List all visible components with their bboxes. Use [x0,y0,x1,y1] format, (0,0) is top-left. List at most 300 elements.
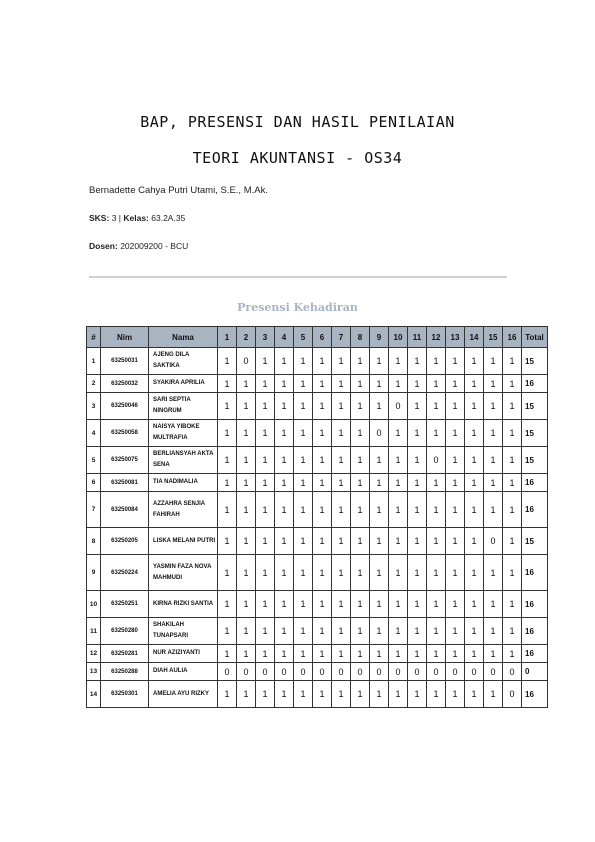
attendance-total: 16 [522,555,548,591]
attendance-mark: 1 [351,420,370,447]
attendance-mark: 1 [332,591,351,618]
attendance-mark: 1 [408,375,427,393]
attendance-mark: 1 [370,528,389,555]
attendance-mark: 1 [313,420,332,447]
attendance-mark: 1 [465,348,484,375]
column-header: Nama [149,327,218,348]
row-number: 4 [87,420,101,447]
attendance-mark: 1 [370,681,389,708]
attendance-mark: 1 [332,474,351,492]
row-number: 9 [87,555,101,591]
column-header: 14 [465,327,484,348]
attendance-mark: 1 [256,618,275,645]
attendance-mark: 1 [237,645,256,663]
row-number: 13 [87,663,101,681]
attendance-mark: 1 [218,618,237,645]
attendance-mark: 1 [370,348,389,375]
attendance-mark: 1 [427,420,446,447]
attendance-mark: 1 [275,447,294,474]
attendance-mark: 1 [256,348,275,375]
attendance-mark: 1 [503,474,522,492]
attendance-mark: 1 [275,645,294,663]
attendance-mark: 1 [294,420,313,447]
attendance-mark: 0 [503,681,522,708]
attendance-mark: 1 [256,393,275,420]
attendance-mark: 1 [446,681,465,708]
attendance-mark: 1 [218,645,237,663]
student-nim: 63250288 [101,663,149,681]
column-header: 5 [294,327,313,348]
attendance-mark: 1 [446,591,465,618]
attendance-mark: 1 [408,591,427,618]
attendance-mark: 1 [484,555,503,591]
attendance-mark: 0 [237,663,256,681]
attendance-total: 15 [522,348,548,375]
attendance-mark: 1 [218,474,237,492]
column-header: 3 [256,327,275,348]
attendance-mark: 1 [256,375,275,393]
student-nim: 63250058 [101,420,149,447]
attendance-total: 16 [522,474,548,492]
attendance-mark: 1 [389,618,408,645]
student-name: AZZAHRA SENJIA FAHIRAH [149,492,218,528]
attendance-mark: 1 [332,681,351,708]
student-nim: 63250081 [101,474,149,492]
attendance-mark: 1 [370,591,389,618]
row-number: 1 [87,348,101,375]
attendance-mark: 0 [503,663,522,681]
attendance-mark: 1 [237,375,256,393]
attendance-mark: 1 [370,375,389,393]
column-header: 9 [370,327,389,348]
column-header: Nim [101,327,149,348]
student-nim: 63250281 [101,645,149,663]
dosen-label: Dosen: [89,241,118,251]
attendance-mark: 1 [503,555,522,591]
attendance-mark: 1 [427,474,446,492]
document-title-line-2: TEORI AKUNTANSI - OS34 [192,149,403,167]
attendance-mark: 1 [256,420,275,447]
column-header: 16 [503,327,522,348]
attendance-mark: 1 [427,555,446,591]
attendance-mark: 1 [484,447,503,474]
attendance-mark: 1 [427,375,446,393]
attendance-mark: 1 [332,528,351,555]
attendance-mark: 1 [370,474,389,492]
attendance-mark: 1 [351,474,370,492]
attendance-mark: 1 [332,645,351,663]
table-row [87,663,548,681]
table-row [87,591,548,618]
attendance-mark: 1 [484,474,503,492]
attendance-mark: 1 [389,492,408,528]
attendance-mark: 1 [275,591,294,618]
attendance-mark: 1 [332,492,351,528]
attendance-mark: 1 [446,528,465,555]
attendance-mark: 1 [218,492,237,528]
attendance-mark: 1 [275,348,294,375]
student-name: SHAKILAH TUNAPSARI [149,618,218,645]
table-header-row [87,327,548,348]
attendance-mark: 1 [465,393,484,420]
attendance-mark: 1 [294,474,313,492]
attendance-mark: 1 [351,645,370,663]
attendance-mark: 1 [237,681,256,708]
attendance-mark: 1 [313,555,332,591]
attendance-total: 15 [522,447,548,474]
column-header: # [87,327,101,348]
row-number: 7 [87,492,101,528]
attendance-mark: 0 [484,663,503,681]
attendance-mark: 1 [408,528,427,555]
column-header: 6 [313,327,332,348]
attendance-mark: 0 [351,663,370,681]
attendance-mark: 1 [313,447,332,474]
attendance-mark: 1 [427,528,446,555]
attendance-total: 16 [522,375,548,393]
attendance-mark: 1 [408,681,427,708]
attendance-mark: 1 [484,618,503,645]
column-header: 4 [275,327,294,348]
table-row [87,348,548,375]
attendance-mark: 1 [484,492,503,528]
attendance-mark: 1 [427,591,446,618]
row-number: 8 [87,528,101,555]
student-nim: 63250046 [101,393,149,420]
column-header: 15 [484,327,503,348]
attendance-mark: 1 [275,474,294,492]
attendance-mark: 1 [237,447,256,474]
student-name: YASMIN FAZA NOVA MAHMUDI [149,555,218,591]
attendance-mark: 0 [389,393,408,420]
attendance-mark: 1 [503,420,522,447]
table-row [87,375,548,393]
attendance-mark: 1 [294,393,313,420]
attendance-mark: 1 [446,393,465,420]
attendance-mark: 1 [237,393,256,420]
attendance-mark: 0 [408,663,427,681]
table-row [87,681,548,708]
attendance-mark: 1 [218,447,237,474]
attendance-mark: 1 [370,645,389,663]
attendance-mark: 1 [351,492,370,528]
attendance-mark: 0 [313,663,332,681]
attendance-mark: 0 [389,663,408,681]
student-nim: 63250301 [101,681,149,708]
attendance-mark: 1 [389,591,408,618]
row-number: 6 [87,474,101,492]
attendance-mark: 1 [370,555,389,591]
attendance-mark: 1 [427,492,446,528]
attendance-mark: 1 [503,492,522,528]
attendance-mark: 1 [389,420,408,447]
attendance-mark: 1 [332,420,351,447]
row-number: 14 [87,681,101,708]
attendance-mark: 1 [484,645,503,663]
column-header: 11 [408,327,427,348]
attendance-mark: 1 [503,375,522,393]
attendance-total: 16 [522,645,548,663]
attendance-mark: 1 [484,348,503,375]
dosen-value: 202009200 - BCU [120,241,189,251]
attendance-mark: 1 [218,681,237,708]
attendance-mark: 1 [465,618,484,645]
student-nim: 63250075 [101,447,149,474]
attendance-mark: 1 [218,591,237,618]
student-name: AJENG DILA SAKTIKA [149,348,218,375]
attendance-total: 16 [522,492,548,528]
attendance-mark: 1 [275,528,294,555]
attendance-mark: 1 [389,528,408,555]
table-row [87,618,548,645]
attendance-mark: 1 [294,528,313,555]
lecturer-name: Bernadette Cahya Putri Utami, S.E., M.Ak. [89,185,268,196]
attendance-mark: 1 [275,492,294,528]
attendance-mark: 0 [370,420,389,447]
student-name: NUR AZIZIYANTI [149,645,218,663]
attendance-mark: 1 [351,591,370,618]
attendance-mark: 1 [446,492,465,528]
column-header: 1 [218,327,237,348]
table-row [87,393,548,420]
attendance-mark: 1 [503,447,522,474]
attendance-mark: 1 [427,618,446,645]
attendance-mark: 1 [408,348,427,375]
attendance-mark: 0 [294,663,313,681]
attendance-mark: 0 [332,663,351,681]
attendance-mark: 1 [332,555,351,591]
course-info [89,213,185,223]
attendance-mark: 1 [370,618,389,645]
attendance-mark: 1 [408,447,427,474]
attendance-table [86,326,548,708]
column-header: 8 [351,327,370,348]
attendance-mark: 1 [465,681,484,708]
attendance-mark: 1 [294,618,313,645]
attendance-total: 0 [522,663,548,681]
attendance-mark: 1 [427,393,446,420]
attendance-mark: 1 [218,375,237,393]
table-row [87,474,548,492]
column-header: 2 [237,327,256,348]
attendance-mark: 1 [351,555,370,591]
sks-value: 3 | [111,213,121,223]
row-number: 12 [87,645,101,663]
attendance-mark: 1 [389,681,408,708]
student-name: KIRNA RIZKI SANTIA [149,591,218,618]
attendance-mark: 0 [218,663,237,681]
attendance-mark: 1 [446,474,465,492]
attendance-mark: 1 [294,492,313,528]
attendance-mark: 1 [275,618,294,645]
student-name: SYAKIRA APRILIA [149,375,218,393]
attendance-mark: 0 [427,663,446,681]
attendance-mark: 1 [446,645,465,663]
student-nim: 63250224 [101,555,149,591]
attendance-mark: 1 [256,555,275,591]
student-name: LISKA MELANI PUTRI [149,528,218,555]
attendance-mark: 1 [408,474,427,492]
column-header: Total [522,327,548,348]
attendance-mark: 1 [389,375,408,393]
attendance-mark: 1 [313,492,332,528]
table-row [87,492,548,528]
attendance-mark: 1 [408,555,427,591]
attendance-mark: 1 [408,420,427,447]
attendance-mark: 1 [484,375,503,393]
attendance-total: 16 [522,618,548,645]
attendance-mark: 1 [256,474,275,492]
attendance-mark: 0 [427,447,446,474]
attendance-mark: 1 [408,618,427,645]
attendance-mark: 1 [275,420,294,447]
attendance-mark: 1 [313,474,332,492]
attendance-mark: 1 [218,528,237,555]
attendance-mark: 1 [256,591,275,618]
attendance-mark: 1 [503,645,522,663]
student-name: NAISYA YIBOKE MULTRAFIA [149,420,218,447]
attendance-mark: 1 [313,393,332,420]
attendance-mark: 1 [427,645,446,663]
attendance-mark: 1 [446,447,465,474]
dosen-info [89,241,188,251]
attendance-mark: 1 [313,528,332,555]
student-name: SARI SEPTIA NINGRUM [149,393,218,420]
row-number: 3 [87,393,101,420]
attendance-mark: 1 [351,447,370,474]
attendance-mark: 1 [465,447,484,474]
column-header: 10 [389,327,408,348]
student-nim: 63250280 [101,618,149,645]
table-row [87,528,548,555]
table-row [87,420,548,447]
attendance-mark: 1 [351,348,370,375]
attendance-mark: 1 [294,447,313,474]
attendance-mark: 1 [484,681,503,708]
attendance-mark: 1 [313,618,332,645]
column-header: 7 [332,327,351,348]
attendance-mark: 1 [294,591,313,618]
attendance-mark: 1 [294,375,313,393]
student-name: TIA NADIMALIA [149,474,218,492]
attendance-mark: 1 [484,420,503,447]
attendance-mark: 1 [503,591,522,618]
attendance-mark: 1 [484,591,503,618]
attendance-mark: 1 [465,528,484,555]
student-name: AMELIA AYU RIZKY [149,681,218,708]
attendance-mark: 1 [465,492,484,528]
attendance-mark: 1 [484,393,503,420]
row-number: 2 [87,375,101,393]
row-number: 11 [87,618,101,645]
attendance-mark: 1 [256,447,275,474]
attendance-mark: 1 [446,348,465,375]
attendance-mark: 1 [294,681,313,708]
attendance-total: 16 [522,681,548,708]
table-body [87,348,548,708]
attendance-mark: 1 [351,618,370,645]
attendance-mark: 0 [275,663,294,681]
attendance-mark: 1 [351,375,370,393]
column-header: 12 [427,327,446,348]
attendance-mark: 1 [427,348,446,375]
attendance-mark: 1 [370,492,389,528]
kelas-value: 63.2A.35 [151,213,186,223]
attendance-mark: 1 [351,393,370,420]
attendance-mark: 1 [351,528,370,555]
attendance-total: 15 [522,528,548,555]
attendance-mark: 1 [218,555,237,591]
attendance-mark: 1 [370,393,389,420]
attendance-mark: 1 [389,348,408,375]
attendance-mark: 1 [294,645,313,663]
attendance-mark: 1 [256,492,275,528]
attendance-mark: 1 [332,375,351,393]
attendance-mark: 1 [503,393,522,420]
student-nim: 63250251 [101,591,149,618]
attendance-mark: 0 [256,663,275,681]
attendance-mark: 1 [465,474,484,492]
attendance-mark: 1 [313,681,332,708]
attendance-mark: 1 [370,447,389,474]
divider [89,276,507,278]
attendance-mark: 1 [446,618,465,645]
attendance-mark: 1 [446,420,465,447]
attendance-mark: 0 [465,663,484,681]
attendance-mark: 1 [408,492,427,528]
section-title: Presensi Kehadiran [237,301,358,314]
attendance-mark: 1 [275,393,294,420]
attendance-mark: 1 [313,645,332,663]
attendance-mark: 1 [465,375,484,393]
student-nim: 63250084 [101,492,149,528]
table-row [87,645,548,663]
table-row [87,555,548,591]
attendance-mark: 1 [275,555,294,591]
attendance-mark: 1 [237,420,256,447]
column-header: 13 [446,327,465,348]
attendance-mark: 1 [446,375,465,393]
attendance-total: 15 [522,393,548,420]
attendance-mark: 1 [389,555,408,591]
attendance-mark: 0 [370,663,389,681]
attendance-mark: 1 [218,393,237,420]
attendance-mark: 1 [237,528,256,555]
attendance-mark: 1 [313,591,332,618]
attendance-mark: 1 [294,555,313,591]
attendance-mark: 1 [427,681,446,708]
attendance-mark: 1 [408,393,427,420]
attendance-total: 16 [522,591,548,618]
attendance-mark: 1 [503,348,522,375]
attendance-mark: 1 [465,420,484,447]
student-nim: 63250205 [101,528,149,555]
attendance-mark: 1 [237,618,256,645]
kelas-label: Kelas: [123,213,149,223]
attendance-mark: 0 [237,348,256,375]
attendance-mark: 0 [484,528,503,555]
attendance-mark: 1 [237,555,256,591]
attendance-mark: 1 [389,474,408,492]
attendance-mark: 1 [332,393,351,420]
attendance-mark: 1 [313,348,332,375]
attendance-total: 15 [522,420,548,447]
attendance-mark: 1 [503,528,522,555]
attendance-mark: 1 [256,528,275,555]
attendance-mark: 1 [237,492,256,528]
attendance-mark: 1 [218,348,237,375]
attendance-mark: 1 [389,447,408,474]
